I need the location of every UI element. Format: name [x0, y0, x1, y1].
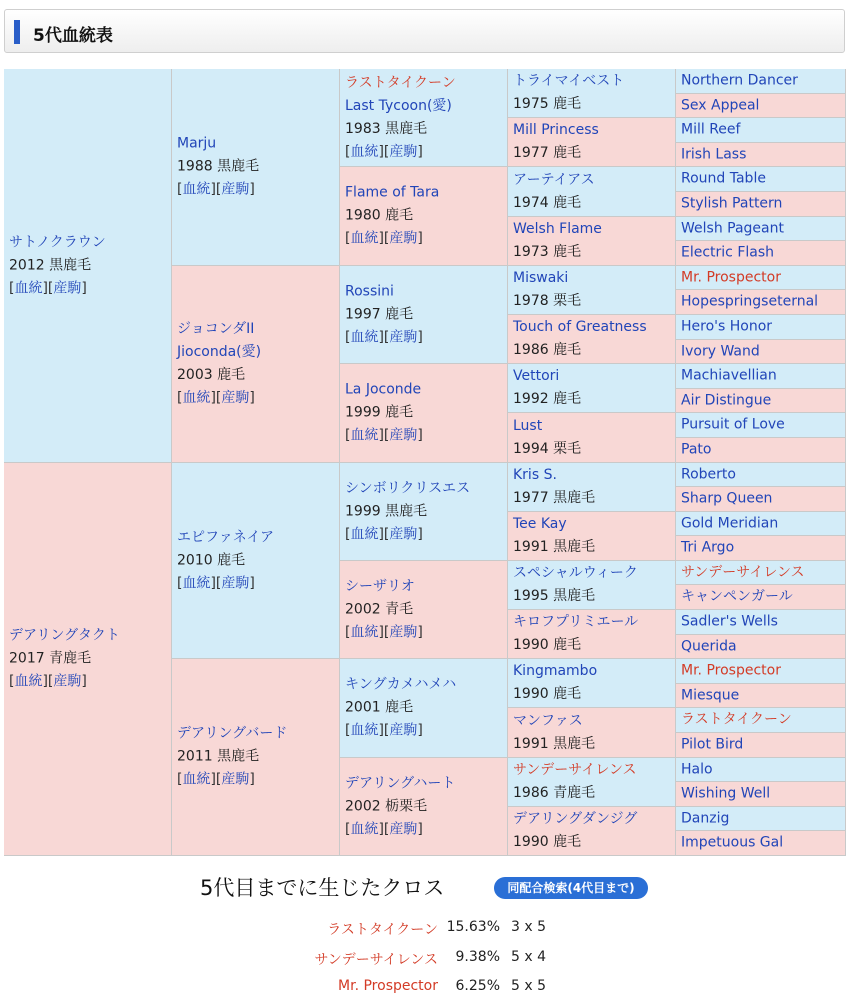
horse-name-link[interactable]: Hero's Honor [681, 318, 773, 335]
horse-birth-coat: 2012 黒鹿毛 [9, 257, 92, 273]
pedigree-cell-gen4 [508, 266, 675, 314]
pedigree-cell-gen4 [508, 512, 675, 560]
bloodline-link[interactable]: 血統 [350, 230, 379, 247]
pedigree-cell-gen5 [676, 217, 845, 240]
cross-percentage: 15.63% [446, 919, 500, 935]
pedigree-cell-gen5 [676, 167, 845, 191]
horse-name-link[interactable]: Welsh Pageant [681, 220, 784, 236]
offspring-link[interactable]: 産駒 [389, 821, 418, 837]
pedigree-cell-gen4 [508, 561, 675, 609]
pedigree-cell-gen3 [340, 561, 507, 658]
offspring-link[interactable]: 産駒 [221, 181, 250, 198]
pedigree-cell-gen5 [676, 487, 845, 511]
pedigree-cell-content [345, 674, 456, 743]
horse-name-link[interactable]: Mr. Prospector [681, 662, 781, 679]
horse-links: [血統][産駒] [345, 329, 423, 345]
pedigree-cell-gen2 [172, 266, 339, 462]
pedigree-cell-gen3 [340, 69, 507, 166]
horse-name-link[interactable]: デアリングハート [345, 775, 456, 791]
bloodline-link[interactable]: 血統 [182, 575, 211, 591]
pedigree-cell-gen5 [676, 241, 845, 265]
horse-birth-coat: 1973 鹿毛 [513, 244, 582, 260]
pedigree-cell-gen5 [676, 733, 845, 757]
horse-name-link[interactable]: Pato [681, 441, 712, 458]
horse-name-link[interactable]: Miesque [681, 687, 740, 703]
pedigree-cell-content [681, 488, 772, 511]
horse-name-link[interactable]: ジョコンダII [177, 321, 255, 337]
horse-name-link[interactable]: シンボリクリスエス [345, 480, 471, 496]
horse-name-link[interactable]: Lust [513, 417, 543, 434]
horse-name-link[interactable]: Kris S. [513, 467, 557, 483]
pedigree-cell-content [177, 133, 259, 202]
pedigree-cell-content [345, 72, 456, 164]
pedigree-cell-content [513, 70, 624, 116]
pedigree-cell-content [513, 808, 637, 854]
pedigree-cell-gen5 [676, 585, 845, 609]
pedigree-cell-gen5 [676, 438, 845, 462]
pedigree-cell-gen5 [676, 266, 845, 289]
horse-birth-coat: 1990 鹿毛 [513, 686, 582, 702]
horse-name-link[interactable]: Halo [681, 761, 713, 777]
horse-name-link[interactable]: Flame of Tara [345, 184, 440, 201]
horse-birth-coat: 1990 鹿毛 [513, 637, 582, 653]
horse-birth-coat: 2002 栃栗毛 [345, 798, 428, 814]
pedigree-cell-content [681, 807, 729, 830]
cross-row [0, 949, 852, 969]
horse-name-link[interactable]: Kingmambo [513, 663, 598, 679]
horse-name-link[interactable]: Air Distingue [681, 392, 772, 408]
pedigree-cell-content [345, 379, 423, 448]
pedigree-cell-content [681, 684, 739, 707]
pedigree-cell-gen5 [676, 290, 845, 314]
offspring-link[interactable]: 産駒 [389, 143, 418, 160]
horse-birth-coat: 2003 鹿毛 [177, 367, 246, 383]
horse-name-link[interactable]: サトノクラウン [9, 234, 106, 250]
pedigree-cell-content [681, 168, 766, 191]
pedigree-cell-gen5 [676, 708, 845, 732]
horse-name-link[interactable]: キングカメハメハ [345, 676, 457, 693]
horse-name-link[interactable]: Tri Argo [681, 539, 735, 556]
offspring-link[interactable]: 産駒 [389, 624, 418, 640]
pedigree-cell-content [513, 267, 581, 313]
horse-links: [血統][産駒] [9, 673, 87, 690]
pedigree-cell-content [681, 242, 774, 265]
offspring-link[interactable]: 産駒 [53, 673, 82, 690]
horse-name-link[interactable]: シーザリオ [345, 578, 415, 594]
horse-name-link[interactable]: Touch of Greatness [513, 319, 647, 335]
pedigree-cell-content [345, 280, 423, 349]
horse-name-link[interactable]: Sadler's Wells [681, 613, 778, 630]
pedigree-cell-gen5 [676, 561, 845, 584]
pedigree-cell-content [681, 561, 805, 584]
offspring-link[interactable]: 産駒 [389, 722, 418, 739]
pedigree-cell-gen2 [172, 659, 339, 855]
pedigree-cell-gen5 [676, 69, 845, 93]
pedigree-cell-content [513, 316, 647, 362]
horse-name-link[interactable]: Mill Reef [681, 121, 741, 138]
pedigree-cell-gen4 [508, 463, 675, 511]
pedigree-cell-gen5 [676, 684, 845, 707]
horse-birth-coat: 2017 青鹿毛 [9, 650, 92, 667]
pedigree-cell-content [681, 463, 736, 486]
horse-name-link[interactable]: Querida [681, 638, 737, 654]
cross-generations: 5 x 5 [511, 978, 546, 994]
cross-title: 5代目までに生じたクロス [200, 876, 445, 900]
horse-name-link[interactable]: サンデーサイレンス [681, 564, 805, 580]
horse-name-link[interactable]: Northern Dancer [681, 72, 798, 89]
pedigree-cell-content [681, 635, 737, 658]
pedigree-cell-content [681, 389, 771, 412]
pedigree-cell-gen1 [4, 463, 171, 855]
pedigree-cell-gen4 [508, 413, 675, 462]
horse-name-link[interactable]: Gold Meridian [681, 515, 779, 531]
pedigree-cell-content [9, 231, 106, 300]
horse-links: [血統][産駒] [345, 624, 423, 640]
horse-name-link[interactable]: Stylish Pattern [681, 195, 783, 212]
bloodline-link[interactable]: 血統 [182, 771, 211, 788]
pedigree-cell-content [681, 193, 782, 216]
pedigree-cell-gen4 [508, 167, 675, 216]
pedigree-cell-content [681, 143, 746, 166]
pedigree-cell-content [681, 709, 792, 732]
horse-birth-coat: 1995 黒鹿毛 [513, 588, 596, 604]
horse-name-link[interactable]: アーテイアス [513, 171, 595, 188]
pedigree-cell-gen4 [508, 364, 675, 412]
horse-name-link[interactable]: Pursuit of Love [681, 416, 785, 433]
horse-name-link[interactable]: Pilot Bird [681, 736, 744, 753]
horse-birth-coat: 1978 栗毛 [513, 293, 582, 309]
horse-birth-coat: 1994 栗毛 [513, 440, 582, 457]
horse-birth-coat: 1977 鹿毛 [513, 145, 582, 161]
horse-name-link[interactable]: Miswaki [513, 270, 569, 286]
horse-birth-coat: 1992 鹿毛 [513, 391, 582, 407]
bloodline-link[interactable]: 血統 [14, 280, 43, 296]
pedigree-cell-content [177, 318, 261, 410]
pedigree-cell-gen3 [340, 659, 507, 757]
pedigree-cell-content [681, 537, 734, 560]
horse-name-alt-link[interactable]: Last Tycoon(愛) [345, 97, 452, 114]
offspring-link[interactable]: 産駒 [53, 280, 82, 296]
horse-birth-coat: 1980 鹿毛 [345, 207, 414, 224]
pedigree-cell-gen4 [508, 610, 675, 658]
horse-name-link[interactable]: Tee Kay [513, 516, 567, 532]
horse-name-link[interactable]: Wishing Well [681, 785, 771, 802]
header-accent-bar [14, 20, 20, 44]
pedigree-cell-content [513, 562, 638, 608]
pedigree-cell-content [681, 217, 784, 240]
horse-name-link[interactable]: Mr. Prospector [681, 269, 781, 285]
horse-name-link[interactable]: Sex Appeal [681, 97, 760, 113]
pedigree-cell-content [345, 477, 470, 546]
pedigree-cell-content [681, 758, 713, 781]
pedigree-cell-content [681, 512, 778, 535]
pedigree-cell-gen5 [676, 610, 845, 634]
offspring-link[interactable]: 産駒 [221, 771, 250, 788]
cross-section [0, 862, 852, 1001]
pedigree-cell-content [681, 291, 818, 314]
pedigree-cell-gen5 [676, 143, 845, 166]
cross-generations: 5 x 4 [511, 949, 546, 965]
horse-links: [血統][産駒] [177, 771, 255, 788]
pedigree-cell-gen3 [340, 463, 507, 560]
pedigree-cell-content [513, 218, 602, 264]
horse-birth-coat: 1974 鹿毛 [513, 194, 582, 211]
pedigree-cell-gen5 [676, 463, 845, 486]
horse-birth-coat: 1991 黒鹿毛 [513, 539, 596, 555]
pedigree-cell-content [681, 119, 740, 142]
pedigree-cell-content [177, 723, 287, 792]
horse-name-link[interactable]: La Joconde [345, 381, 422, 398]
horse-name-link[interactable]: Rossini [345, 283, 394, 299]
pedigree-cell-gen5 [676, 192, 845, 216]
cross-row [0, 919, 852, 939]
horse-links: [血統][産駒] [345, 821, 423, 837]
horse-birth-coat: 1986 青鹿毛 [513, 785, 596, 801]
horse-links: [血統][産駒] [345, 143, 423, 160]
pedigree-cell-gen5 [676, 340, 845, 363]
pedigree-cell-content [513, 464, 595, 510]
horse-birth-coat: 1988 黒鹿毛 [177, 158, 260, 175]
pedigree-cell-gen2 [172, 463, 339, 658]
pedigree-cell-content [345, 772, 455, 841]
bloodline-link[interactable]: 血統 [350, 427, 379, 444]
horse-birth-coat: 1990 鹿毛 [513, 834, 582, 850]
horse-name-link[interactable]: デアリングタクト [9, 627, 120, 644]
section-header [4, 9, 845, 53]
pedigree-cell-content [681, 365, 777, 388]
horse-links: [血統][産駒] [177, 575, 255, 591]
horse-name-link[interactable]: Irish Lass [681, 146, 747, 162]
pedigree-cell-content [513, 660, 597, 706]
horse-name-link[interactable]: キャンペンガール [681, 588, 793, 605]
horse-birth-coat: 2011 黒鹿毛 [177, 748, 260, 765]
horse-name-link[interactable]: Mill Princess [513, 122, 599, 138]
pedigree-cell-content [681, 340, 760, 363]
pedigree-cell-content [681, 734, 743, 757]
pedigree-cell-gen3 [340, 167, 507, 265]
pedigree-cell-content [177, 526, 274, 595]
horse-birth-coat: 1999 鹿毛 [345, 404, 414, 421]
horse-name-link[interactable]: Marju [177, 135, 217, 152]
cross-generations: 3 x 5 [511, 919, 546, 935]
offspring-link[interactable]: 産駒 [221, 575, 250, 591]
pedigree-cell-gen5 [676, 118, 845, 142]
pedigree-cell-gen4 [508, 315, 675, 363]
pedigree-cell-content [681, 783, 770, 806]
pedigree-cell-content [513, 169, 595, 215]
pedigree-cell-gen5 [676, 782, 845, 806]
page-title: 5代血統表 [33, 26, 113, 46]
pedigree-cell-content [513, 759, 637, 805]
horse-name-link[interactable]: Round Table [681, 170, 766, 187]
horse-name-link[interactable]: ラストタイクーン [345, 74, 456, 91]
horse-birth-coat: 1975 鹿毛 [513, 96, 582, 112]
pedigree-cell-gen4 [508, 708, 675, 757]
pedigree-cell-gen4 [508, 118, 675, 166]
pedigree-cell-gen5 [676, 536, 845, 560]
horse-name-link[interactable]: Danzig [681, 810, 730, 826]
bloodline-link[interactable]: 血統 [350, 143, 379, 160]
pedigree-cell-content [681, 660, 781, 683]
horse-birth-coat: 1991 黒鹿毛 [513, 735, 596, 752]
horse-name-link[interactable]: Electric Flash [681, 244, 775, 261]
pedigree-cell-content [513, 710, 595, 756]
offspring-link[interactable]: 産駒 [389, 329, 418, 345]
pedigree-cell-gen3 [340, 266, 507, 363]
pedigree-cell-gen1 [4, 69, 171, 462]
horse-birth-coat: 1999 黒鹿毛 [345, 503, 428, 519]
pedigree-cell-content [345, 182, 439, 251]
horse-name-link[interactable]: Vettori [513, 368, 560, 384]
pedigree-cell-content [513, 611, 638, 657]
horse-birth-coat: 1983 黒鹿毛 [345, 120, 428, 137]
pedigree-cell-content [681, 439, 711, 462]
pedigree-cell-content [681, 832, 783, 855]
horse-name-link[interactable]: Sharp Queen [681, 490, 773, 507]
horse-name-link[interactable]: Machiavellian [681, 367, 777, 384]
pedigree-cell-content [9, 625, 120, 694]
horse-birth-coat: 2010 鹿毛 [177, 552, 246, 568]
horse-links: [血統][産駒] [345, 427, 423, 444]
horse-links: [血統][産駒] [9, 280, 87, 296]
horse-birth-coat: 1977 黒鹿毛 [513, 490, 596, 506]
horse-birth-coat: 1997 鹿毛 [345, 306, 414, 322]
horse-links: [血統][産駒] [345, 526, 423, 542]
pedigree-cell-content [513, 415, 581, 461]
horse-name-link[interactable]: ラストタイクーン [681, 711, 792, 728]
horse-name-link[interactable]: デアリングバード [177, 725, 288, 742]
pedigree-cell-gen5 [676, 659, 845, 683]
horse-birth-coat: 2001 鹿毛 [345, 699, 414, 716]
horse-name-link[interactable]: Hopespringseternal [681, 293, 819, 310]
horse-links: [血統][産駒] [345, 722, 423, 739]
horse-name-link[interactable]: スペシャルウィーク [513, 565, 638, 581]
pedigree-cell-gen4 [508, 659, 675, 707]
cross-row [0, 978, 852, 998]
pedigree-cell-content [681, 611, 778, 634]
pedigree-cell-content [681, 316, 772, 339]
pedigree-cell-content [681, 266, 781, 289]
bloodline-link[interactable]: 血統 [350, 722, 379, 739]
pedigree-cell-content [345, 575, 423, 644]
pedigree-cell-gen5 [676, 315, 845, 339]
horse-name-link[interactable]: マンファス [513, 712, 583, 729]
bloodline-link[interactable]: 血統 [350, 329, 379, 345]
same-mating-search-button[interactable]: 同配合検索(4代目まで) [494, 877, 648, 899]
horse-name-link[interactable]: Welsh Flame [513, 221, 602, 237]
pedigree-cell-gen5 [676, 512, 845, 535]
pedigree-cell-content [681, 414, 785, 437]
pedigree-cell-gen3 [340, 758, 507, 855]
bloodline-link[interactable]: 血統 [350, 821, 379, 837]
horse-name-link[interactable]: キロフプリミエール [513, 614, 639, 630]
pedigree-cell-gen5 [676, 94, 845, 117]
cross-horse-name-link[interactable]: サンデーサイレンス [314, 952, 438, 968]
pedigree-cell-gen2 [172, 69, 339, 265]
cross-percentage: 6.25% [455, 978, 500, 994]
pedigree-cell-content [513, 365, 581, 411]
horse-name-link[interactable]: デアリングダンジグ [513, 811, 638, 827]
pedigree-cell-gen5 [676, 831, 845, 855]
offspring-link[interactable]: 産駒 [389, 230, 418, 247]
pedigree-cell-content [513, 119, 599, 165]
bloodline-link[interactable]: 血統 [182, 390, 211, 406]
pedigree-cell-gen4 [508, 217, 675, 265]
horse-name-alt-link[interactable]: Jioconda(愛) [177, 344, 262, 360]
pedigree-cell-gen5 [676, 364, 845, 388]
offspring-link[interactable]: 産駒 [389, 526, 418, 542]
horse-links: [血統][産駒] [345, 230, 423, 247]
offspring-link[interactable]: 産駒 [221, 390, 250, 406]
horse-name-link[interactable]: Roberto [681, 466, 736, 482]
pedigree-table [4, 69, 846, 856]
pedigree-cell-gen4 [508, 807, 675, 855]
cross-percentage: 9.38% [455, 949, 500, 965]
horse-birth-coat: 1986 鹿毛 [513, 342, 582, 358]
pedigree-cell-content [681, 94, 759, 117]
pedigree-cell-content [513, 513, 595, 559]
cross-horse-name-link[interactable]: Mr. Prospector [338, 978, 438, 994]
pedigree-cell-gen3 [340, 364, 507, 462]
pedigree-cell-gen5 [676, 807, 845, 830]
pedigree-cell-gen4 [508, 758, 675, 806]
horse-name-link[interactable]: トライマイベスト [513, 73, 625, 89]
pedigree-cell-gen5 [676, 389, 845, 412]
bloodline-link[interactable]: 血統 [182, 181, 211, 198]
bloodline-link[interactable]: 血統 [350, 526, 379, 542]
pedigree-cell-gen5 [676, 413, 845, 437]
horse-birth-coat: 2002 青毛 [345, 601, 414, 617]
horse-name-link[interactable]: サンデーサイレンス [513, 762, 637, 778]
pedigree-cell-gen4 [508, 69, 675, 117]
pedigree-cell-gen5 [676, 635, 845, 658]
bloodline-link[interactable]: 血統 [350, 624, 379, 640]
offspring-link[interactable]: 産駒 [389, 427, 418, 444]
horse-name-link[interactable]: エピファネイア [177, 529, 275, 545]
horse-name-link[interactable]: Impetuous Gal [681, 834, 784, 851]
pedigree-cell-content [681, 70, 798, 93]
cross-horse-name-link[interactable]: ラストタイクーン [327, 922, 438, 938]
horse-links: [血統][産駒] [177, 181, 255, 198]
bloodline-link[interactable]: 血統 [14, 673, 43, 690]
pedigree-cell-content [681, 586, 793, 609]
horse-name-link[interactable]: Ivory Wand [681, 343, 760, 359]
pedigree-cell-gen5 [676, 758, 845, 781]
horse-links: [血統][産駒] [177, 390, 255, 406]
